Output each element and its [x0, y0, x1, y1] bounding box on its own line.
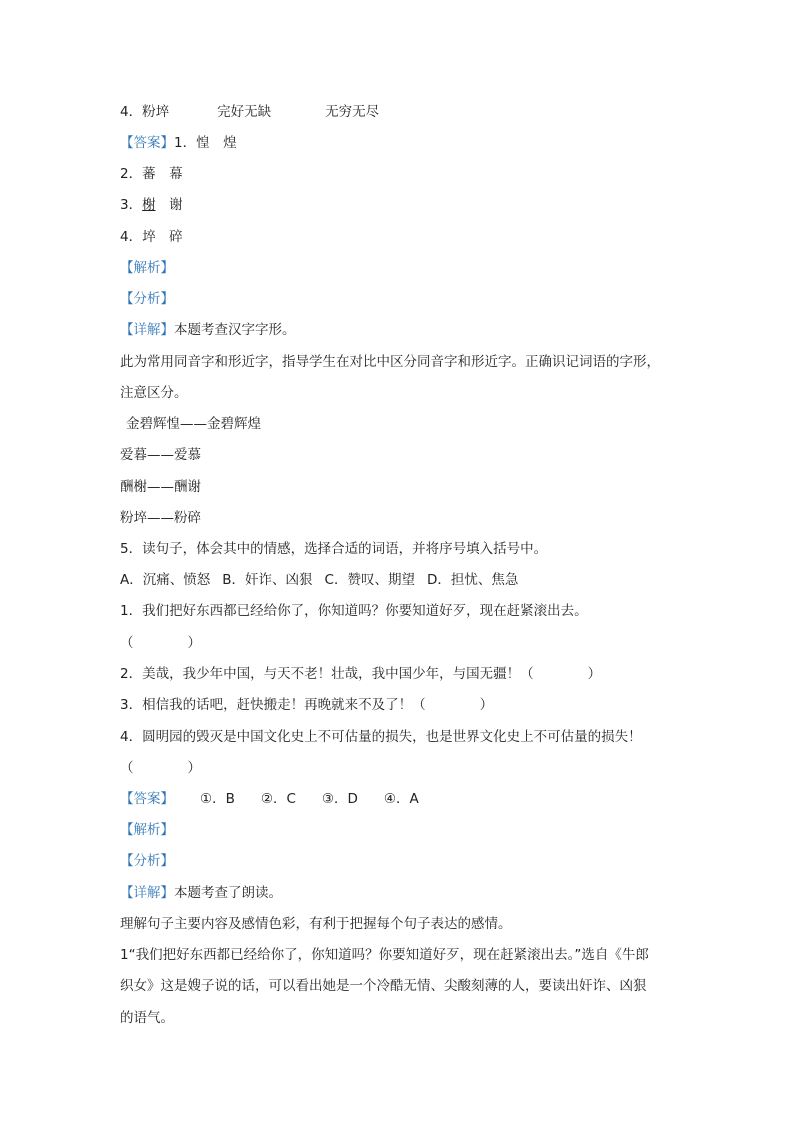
- option-d: D．担忧、焦急: [426, 572, 519, 588]
- answer-2-tag: 【答案】: [120, 791, 174, 807]
- q4-word-row: [120, 102, 379, 122]
- correction-3: 酬榭——酬谢: [120, 479, 201, 495]
- answer-tag: 【答案】: [120, 135, 174, 151]
- question-5-stem: 5．读句子，体会其中的情感，选择合适的词语，并将序号填入括号中。: [120, 541, 548, 557]
- answer-item-number: 3．: [120, 197, 143, 213]
- explanation-2-line-2: 1“我们把好东西都已经给你了，你知道吗？你要知道好歹，现在赶紧滚出去。”选自《牛郎: [120, 947, 649, 963]
- sentence-2: 2．美哉，我少年中国，与天不老！壮哉，我中国少年，与国无疆！（ ）: [120, 666, 602, 682]
- sentence-3: 3．相信我的话吧，赶快搬走！再晚就来不及了！（ ）: [120, 697, 494, 713]
- option-a: A．沉痛、愤怒: [120, 572, 211, 588]
- answer-item-tail: 谢: [155, 197, 183, 213]
- explanation-2-line-3: 织女》这是嫂子说的话，可以看出她是一个冷酷无情、尖酸刻薄的人，要读出奸诈、凶狠: [120, 978, 647, 994]
- answer-line-2: 2．蕃 幕: [120, 166, 183, 182]
- answer-item: 1．惶 煌: [174, 135, 237, 151]
- sentence-4-bracket: （ ）: [120, 760, 201, 776]
- answer-line-4: 4．埣 碎: [120, 229, 183, 245]
- option-c: C．赞叹、期望: [324, 572, 415, 588]
- explanation-line-1: 此为常用同音字和形近字，指导学生在对比中区分同音字和形近字。正确识记词语的字形，: [120, 354, 660, 370]
- explanation-2-line-1: 理解句子主要内容及感情色彩，有利于把握每个句子表达的感情。: [120, 916, 512, 932]
- answer-2-line: [120, 789, 419, 809]
- q4-word-3: 无穷无尽: [325, 104, 380, 120]
- answer-line-3: [120, 195, 183, 215]
- detail-tag-2: 【详解】: [120, 885, 174, 901]
- answer-2-item-4: ④．A: [383, 791, 419, 807]
- detail-line-2: [120, 883, 282, 903]
- answer-line-1: [120, 133, 237, 153]
- q4-word-2: 完好无缺: [217, 104, 272, 120]
- explanation-line-2: 注意区分。: [120, 385, 188, 401]
- sentence-4: 4．圆明园的毁灭是中国文化史上不可估量的损失，也是世界文化史上不可估量的损失！: [120, 729, 642, 745]
- answer-2-item-1: ①．B: [200, 791, 235, 807]
- sentence-1-bracket: （ ）: [120, 635, 201, 651]
- answer-2-item-2: ②．C: [260, 791, 296, 807]
- detail-line: [120, 320, 296, 340]
- underlined-char: 榭: [142, 197, 156, 213]
- detail-tag: 【详解】: [120, 322, 174, 338]
- correction-2: 爱暮——爱慕: [120, 447, 201, 463]
- detail-text-2: 本题考查了朗读。: [174, 885, 282, 901]
- correction-1: 金碧辉惶——金碧辉煌: [126, 416, 261, 432]
- options-row: [120, 570, 518, 590]
- jiexi-tag-2: 【解析】: [120, 822, 174, 838]
- option-b: B．奸诈、凶狠: [222, 572, 313, 588]
- jiexi-tag: 【解析】: [120, 260, 174, 276]
- answer-2-item-3: ③．D: [321, 791, 358, 807]
- detail-text: 本题考查汉字字形。: [174, 322, 296, 338]
- sentence-1: 1．我们把好东西都已经给你了，你知道吗？你要知道好歹，现在赶紧滚出去。: [120, 603, 588, 619]
- q4-word-1: 4．粉埣: [120, 104, 170, 120]
- fenxi-tag-2: 【分析】: [120, 853, 174, 869]
- correction-4: 粉埣——粉碎: [120, 510, 201, 526]
- explanation-2-line-4: 的语气。: [120, 1010, 174, 1026]
- fenxi-tag: 【分析】: [120, 291, 174, 307]
